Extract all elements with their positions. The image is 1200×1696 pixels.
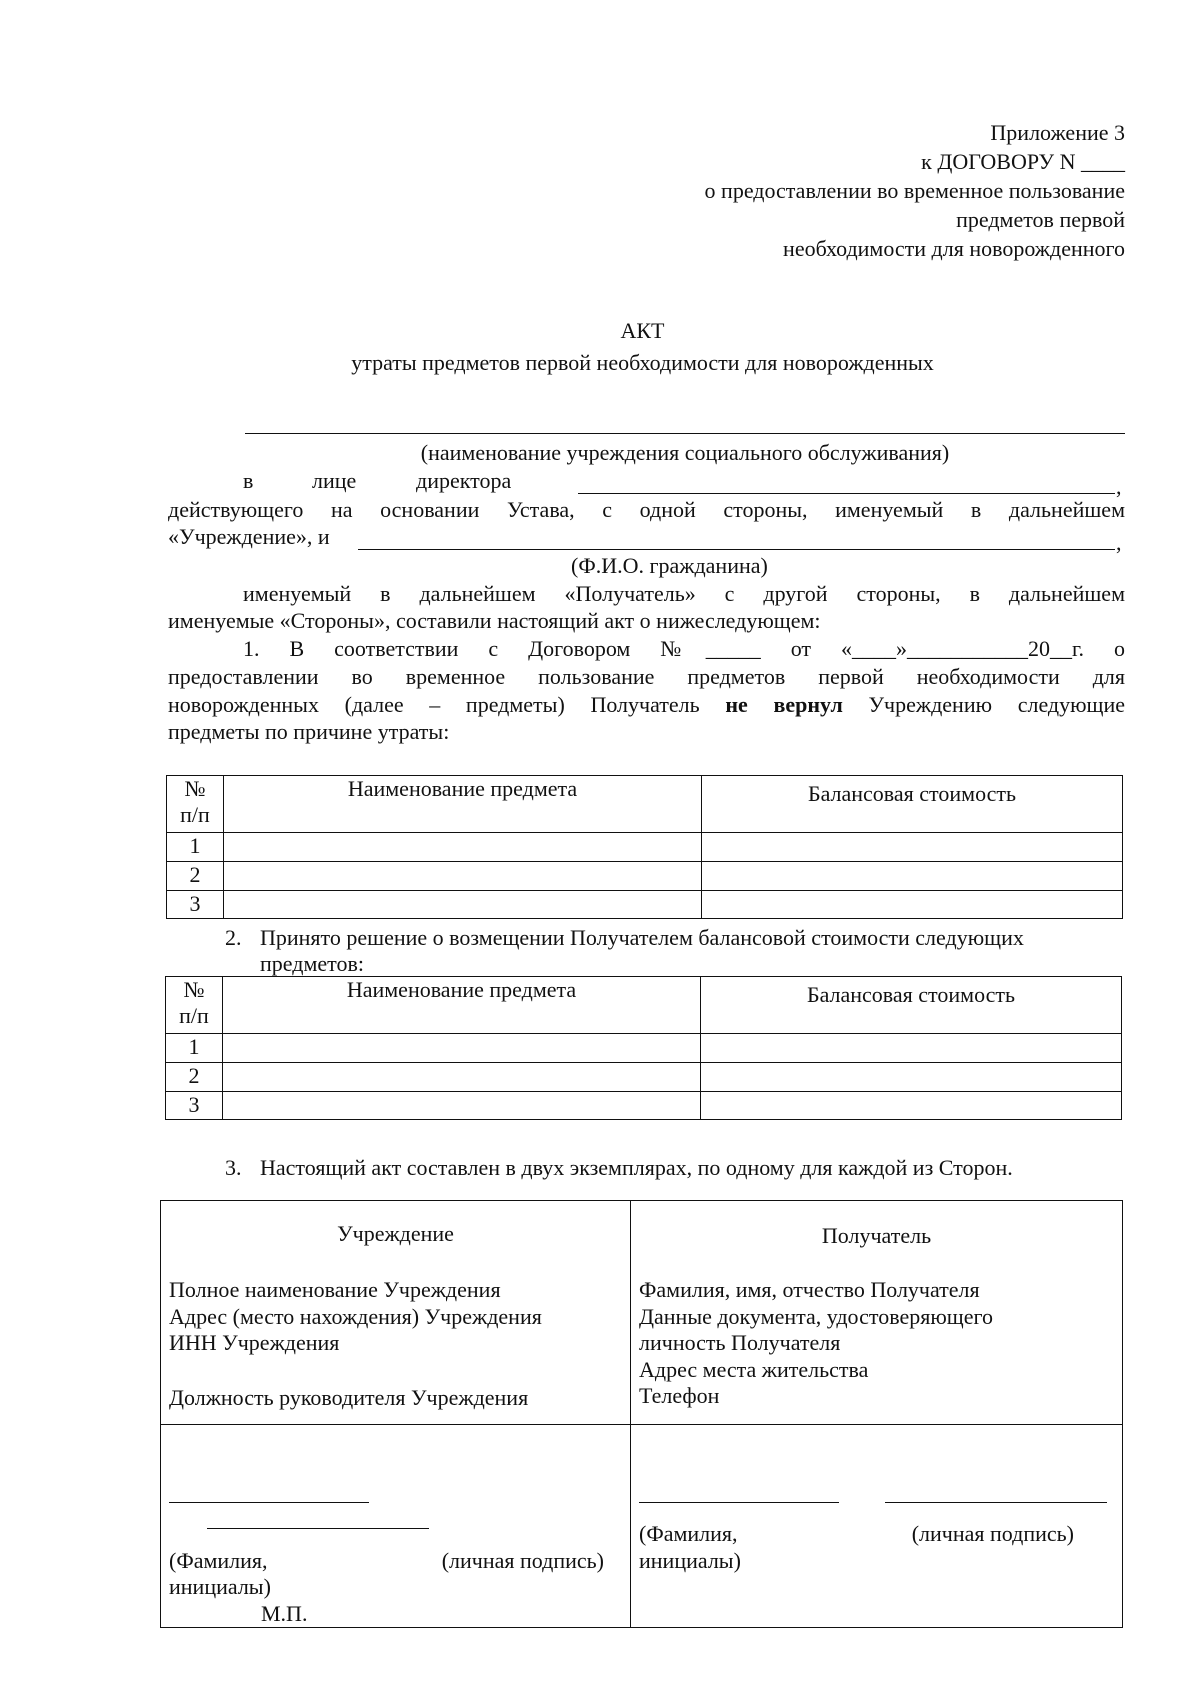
lost-items-table bbox=[166, 775, 1123, 919]
fio-caption: (Ф.И.О. гражданина) bbox=[571, 553, 768, 578]
clause2-text-2: предметов: bbox=[260, 951, 364, 976]
table-header-cost: Балансовая стоимость bbox=[701, 977, 1122, 1034]
not-returned-bold: не вернул bbox=[725, 692, 843, 717]
face-v: в bbox=[243, 468, 254, 493]
clause1-line4: предметы по причине утраты: bbox=[168, 719, 450, 744]
acting-line: действующего на основании Устава, с одной стороны, именуемый в дальнейшем bbox=[168, 497, 1125, 522]
table-row: 3 bbox=[166, 1092, 1122, 1120]
recipient-document: Данные документа, удостоверяющего bbox=[639, 1303, 993, 1329]
face-litse: лице bbox=[312, 468, 357, 493]
header-line-4: предметов первой bbox=[956, 207, 1125, 232]
recipient-line: именуемый в дальнейшем «Получатель» с другой стороны, в дальнейшем bbox=[243, 581, 1125, 606]
appendix-header bbox=[560, 118, 1125, 263]
institution-signature-block bbox=[161, 1425, 631, 1628]
comma-2: , bbox=[1116, 530, 1122, 555]
institution-details bbox=[161, 1201, 631, 1425]
contract-ref: к ДОГОВОРУ N ____ bbox=[921, 149, 1125, 174]
face-director: директора bbox=[416, 468, 512, 493]
recipient-fio: Фамилия, имя, отчество Получателя bbox=[639, 1277, 980, 1303]
institution-position: Должность руководителя Учреждения bbox=[169, 1384, 529, 1410]
clause3-number: 3. bbox=[225, 1155, 242, 1180]
recipient-address: Адрес места жительства bbox=[639, 1356, 869, 1382]
table-header-name: Наименование предмета bbox=[224, 776, 702, 833]
institution-inn: ИНН Учреждения bbox=[169, 1330, 340, 1356]
uchr-line: «Учреждение», и bbox=[168, 524, 330, 549]
institution-name-line bbox=[245, 433, 1125, 434]
table-row: 1 bbox=[167, 833, 1123, 862]
institution-initials-caption: инициалы) bbox=[169, 1574, 271, 1600]
institution-surname-line bbox=[169, 1502, 369, 1503]
table-header-name: Наименование предмета bbox=[223, 977, 701, 1034]
parties-line: именуемые «Стороны», составили настоящий акт о нижеследующем: bbox=[168, 608, 821, 633]
appendix-number: Приложение 3 bbox=[990, 120, 1125, 145]
institution-title: Учреждение bbox=[337, 1221, 454, 1246]
table-header-number: № п/п bbox=[166, 977, 223, 1034]
stamp-label: М.П. bbox=[261, 1600, 308, 1626]
recipient-name-line bbox=[358, 549, 1115, 550]
institution-full-name: Полное наименование Учреждения bbox=[169, 1277, 501, 1303]
recipient-initials-caption: инициалы) bbox=[639, 1547, 741, 1573]
institution-signature-line bbox=[207, 1528, 429, 1529]
header-line-5: необходимости для новорожденного bbox=[783, 236, 1125, 261]
recipient-signature-block bbox=[631, 1425, 1123, 1628]
table-row: 1 bbox=[166, 1034, 1122, 1063]
table-header-number: № п/п bbox=[167, 776, 224, 833]
recipient-surname-line bbox=[639, 1502, 839, 1503]
clause1-line3: новорожденных (далее – предметы) Получатель не вернул Учреждению следующие bbox=[168, 692, 1126, 717]
recipient-phone: Телефон bbox=[639, 1382, 720, 1408]
recipient-signature-line bbox=[885, 1502, 1107, 1503]
clause3-text: Настоящий акт составлен в двух экземплярах, по одному для каждой из Сторон. bbox=[260, 1155, 1013, 1180]
recipient-details bbox=[631, 1201, 1123, 1425]
clause1-line1: 1. В соответствии с Договором №_____ от «____»___________20__г. о bbox=[243, 636, 1125, 661]
recipient-title: Получатель bbox=[821, 1223, 932, 1248]
table-row: 2 bbox=[167, 862, 1123, 891]
table-header-cost: Балансовая стоимость bbox=[702, 776, 1123, 833]
act-title: АКТ bbox=[620, 318, 665, 343]
signature-table bbox=[160, 1200, 1123, 1628]
comma-1: , bbox=[1116, 474, 1122, 499]
institution-surname-caption: (Фамилия, bbox=[169, 1547, 268, 1573]
clause1-line2: предоставлении во временное пользование предметов первой необходимости для bbox=[168, 664, 1125, 689]
compensation-items-table bbox=[165, 976, 1122, 1120]
director-name-line bbox=[578, 493, 1115, 494]
recipient-signature-caption: (личная подпись) bbox=[911, 1521, 1074, 1547]
institution-address: Адрес (место нахождения) Учреждения bbox=[169, 1303, 542, 1329]
act-subtitle: утраты предметов первой необходимости для новорожденных bbox=[351, 350, 934, 375]
recipient-document-2: личность Получателя bbox=[639, 1330, 841, 1356]
clause2-number: 2. bbox=[225, 925, 242, 950]
header-line-3: о предоставлении во временное пользование bbox=[704, 178, 1125, 203]
table-row: 2 bbox=[166, 1063, 1122, 1092]
recipient-surname-caption: (Фамилия, bbox=[639, 1521, 738, 1547]
clause2-text: Принято решение о возмещении Получателем балансовой стоимости следующих bbox=[260, 925, 1024, 950]
institution-signature-caption: (личная подпись) bbox=[441, 1547, 604, 1573]
institution-caption: (наименование учреждения социального обслуживания) bbox=[420, 440, 950, 465]
table-row: 3 bbox=[167, 891, 1123, 919]
